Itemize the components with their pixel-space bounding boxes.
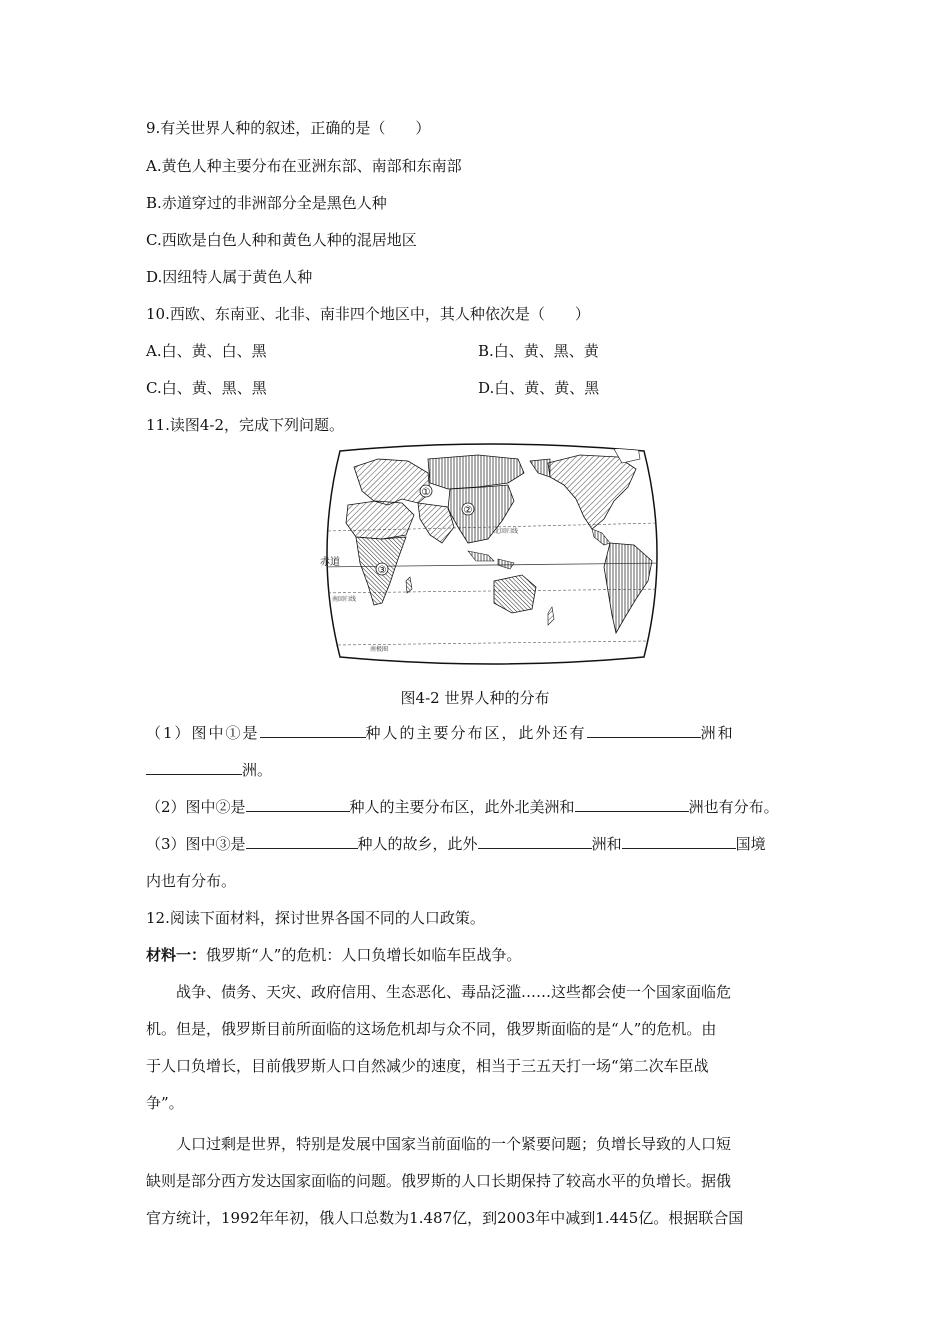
q11-p3-b: 种人的故乡，此外 [357,835,478,853]
q11-stem: 11.读图4-2，完成下列问题。 [146,416,345,434]
q10-option-b: B.白、黄、黑、黄 [478,342,599,360]
q10-option-c: C.白、黄、黑、黑 [146,379,267,397]
q10-option-d: D.白、黄、黄、黑 [478,379,600,397]
label-equator: 赤道 [320,557,340,568]
blank[interactable] [622,834,736,849]
q11-p3-a: （3）图中③是 [146,835,246,853]
q9-option-a: A.黄色人种主要分布在亚洲东部、南部和东南部 [146,157,462,175]
q11-p1-a: （1）图中①是 [146,724,260,742]
para2-line3: 官方统计，1992年年初，俄人口总数为1.487亿，到2003年中减到1.445亿。根据联合国 [146,1209,744,1227]
q11-part3-line1 [146,834,766,854]
q12-material-title [146,945,521,965]
para1-line3: 于人口负增长，目前俄罗斯人口自然减少的速度，相当于三五天打一场“第二次车臣战 [146,1057,709,1075]
q11-part2 [146,797,779,817]
material-heading: 俄罗斯“人”的危机：人口负增长如临车臣战争。 [206,946,522,964]
q11-p2-b: 种人的主要分布区，此外北美洲和 [349,798,575,816]
q11-part3-line2: 内也有分布。 [146,872,237,890]
map-marker-2: ② [463,505,473,516]
q10-option-a: A.白、黄、白、黑 [146,342,267,360]
blank[interactable] [575,797,689,812]
q11-p2-c: 洲也有分布。 [688,798,779,816]
q11-part1-line1 [146,723,735,743]
para1-line4: 争”。 [146,1094,184,1112]
north-africa-landmass [346,501,414,539]
para2-line1: 人口过剩是世界，特别是发展中国家当前面临的一个紧要问题；负增长导致的人口短 [176,1135,732,1153]
blank[interactable] [246,834,358,849]
map-marker-3: ③ [377,565,387,576]
map-marker-1: ① [421,487,431,498]
label-antarctic-circle: 南极圈 [370,646,389,653]
q11-p1-b: 种人的主要分布区，此外还有 [365,724,587,742]
para2-line2: 缺则是部分西方发达国家面临的问题。俄罗斯的人口长期保持了较高水平的负增长。据俄 [146,1172,732,1190]
material-label: 材料一： [146,946,207,964]
q12-stem: 12.阅读下面材料，探讨世界各国不同的人口政策。 [146,909,485,927]
q9-stem: 9.有关世界人种的叙述，正确的是（ ） [146,119,431,137]
q10-stem: 10.西欧、东南亚、北非、南非四个地区中，其人种依次是（ ） [146,305,590,323]
label-tropic-capricorn: 南回归线 [332,596,357,603]
blank[interactable] [260,723,366,738]
blank[interactable] [146,760,242,775]
q9-option-c: C.西欧是白色人种和黄色人种的混居地区 [146,231,417,249]
q11-p3-c: 洲和 [591,835,622,853]
q11-p1-c: 洲和 [700,724,735,742]
q9-option-b: B.赤道穿过的非洲部分全是黑色人种 [146,194,387,212]
para1-line2: 机。但是，俄罗斯目前所面临的这场危机却与众不同，俄罗斯面临的是“人”的危机。由 [146,1020,717,1038]
figure-caption: 图4-2 世界人种的分布 [400,689,550,707]
label-tropic-cancer: 北回归线 [494,528,519,535]
q11-p2-a: （2）图中②是 [146,798,246,816]
q11-part1-line2 [146,760,272,780]
para1-line1: 战争、债务、天灾、政府信用、生态恶化、毒品泛滥……这些都会使一个国家面临危 [176,983,732,1001]
q11-p3-d: 国境 [735,835,766,853]
blank[interactable] [587,723,701,738]
q9-option-d: D.因纽特人属于黄色人种 [146,268,313,286]
blank[interactable] [246,797,350,812]
world-race-distribution-map [318,443,666,665]
q11-p1-d: 洲。 [242,761,273,779]
blank[interactable] [478,834,592,849]
